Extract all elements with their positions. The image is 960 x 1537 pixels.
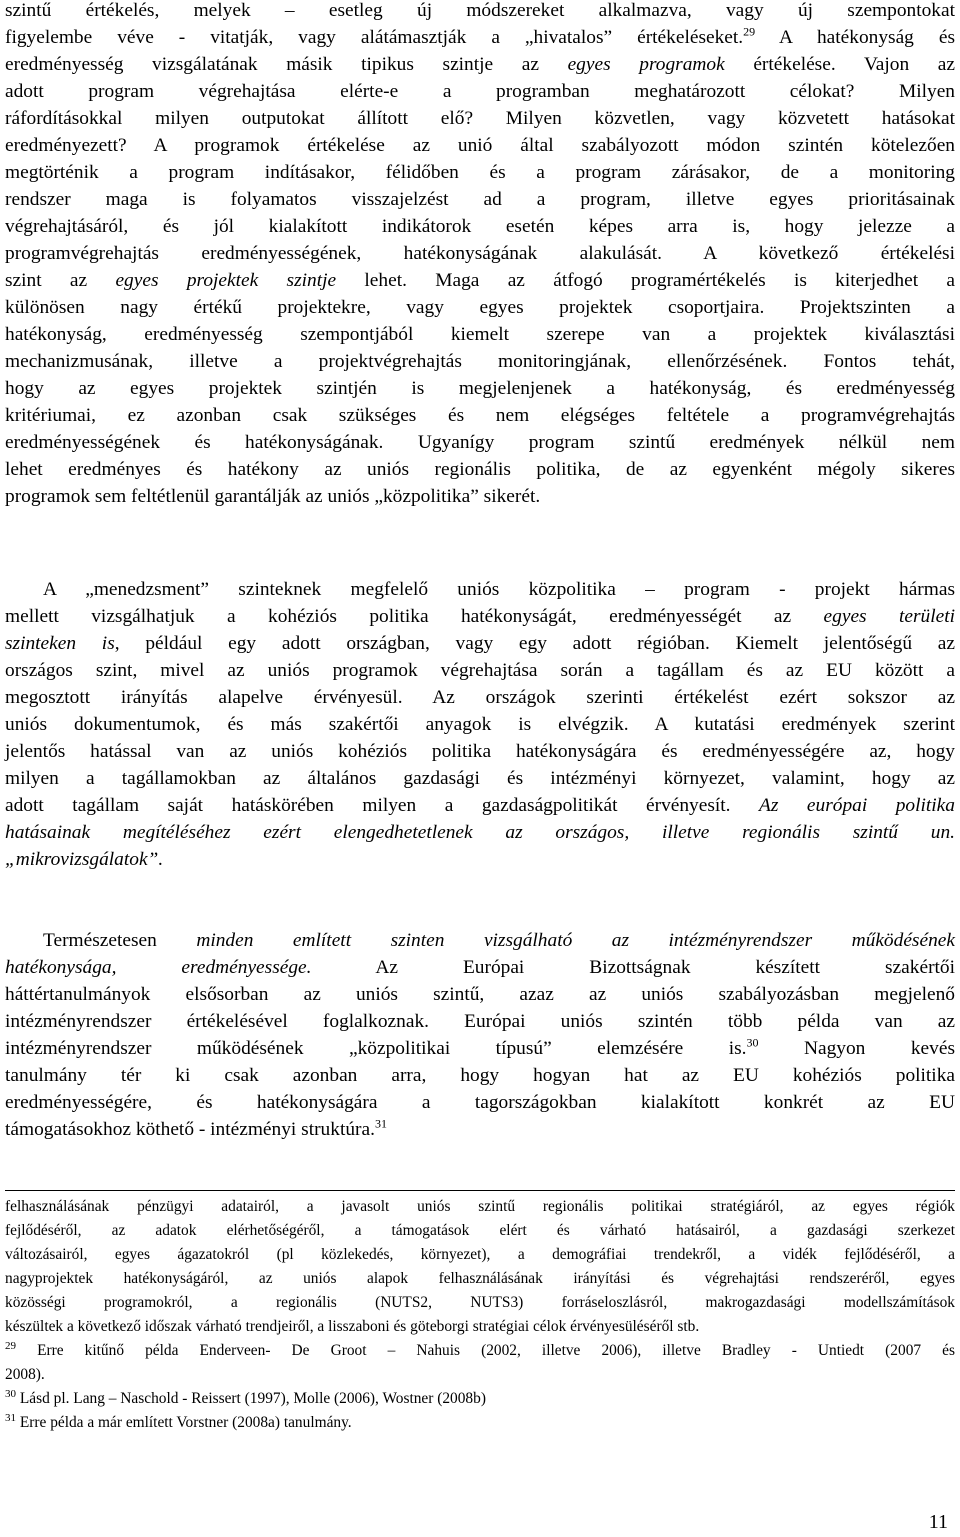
text-line: eredményességének és hatékonyságának. Ugyanígy program szintű eredmények nélkül nem — [5, 432, 955, 453]
emphasis: hatásainak megítéléséhez ezért elengedhetetlenek az országos, illetve regionális szintű un. — [5, 822, 955, 843]
footnote-line: 2008). — [5, 1366, 45, 1383]
emphasis: hatékonysága, eredményessége. — [5, 957, 312, 978]
text-line: végrehajtásáról, és jól kialakított indikátorok esetén képes arra is, hogy jelezze a — [5, 216, 955, 237]
text-line: megosztott irányítás alapelve érvényesül. Az országok szerinti értékelést ezért sokszor az — [5, 687, 955, 708]
footnote-separator — [5, 1190, 955, 1191]
footnote-line: változásairól, egyes ágazatokról (pl közlekedés, környezet), a demográfiai trendekről, a vidék fejlődéséről, a — [5, 1246, 955, 1263]
paragraph-1 — [5, 0, 955, 510]
emphasis: „mikrovizsgálatok”. — [5, 849, 164, 870]
text-line: támogatásokhoz köthető - intézményi struktúra.$^{31}$ — [5, 1116, 387, 1140]
text-line: hatékonysága, eredményessége. Az Európai Bizottságnak készített szakértői — [5, 957, 955, 978]
emphasis: minden említett szinten vizsgálható az intézményrendszer működésének — [196, 930, 955, 951]
footnote-number: 31 — [5, 1411, 16, 1424]
text-line: Természetesen minden említett szinten vizsgálható az intézményrendszer működésének — [43, 930, 955, 951]
text-line: eredményességére, és hatékonyságára a tagországokban kialakított konkrét az EU — [5, 1092, 955, 1113]
footnote-line: fejlődéséről, az adatok elérhetőségéről, a támogatások elért és várható hatásairól, a gazdasági szerkezet — [5, 1222, 955, 1239]
emphasis: egyes programok — [567, 54, 725, 75]
footnote-line: készültek a következő időszak várható trendjeiről, a lisszaboni és göteborgi stratégiai célok érvényesüléséről stb. — [5, 1318, 700, 1335]
text-line: programvégrehajtás eredményességének, hatékonyságának alakulását. A következő értékelési — [5, 243, 955, 264]
footnote-line: nagyprojektek hatékonyságáról, az uniós alapok felhasználásának irányítási és végrehajtási rendszeréről, egyes — [5, 1270, 955, 1287]
text-line: mellett vizsgálhatjuk a kohéziós politika hatékonyságát, eredményességét az egyes területi — [5, 606, 955, 627]
footnote-line: közösségi programokról, a regionális (NUTS2, NUTS3) forráseloszlásról, makrogazdasági modellszámítások — [5, 1294, 955, 1311]
text-line: adott tagállam saját hatáskörében milyen a gazdaságpolitikát érvényesít. Az európai politika — [5, 795, 955, 816]
text-line: eredményesség vizsgálatának másik tipikus szintje az egyes programok értékelése. Vajon az — [5, 54, 956, 75]
text-line: A „menedzsment” szinteknek megfelelő uniós közpolitika – program - projekt hármas — [43, 579, 955, 600]
text-line: milyen a tagállamokban az általános gazdasági és intézményi környezet, valamint, hogy az — [5, 768, 955, 789]
text-line: eredményezett? A programok értékelése az unió által szabályozott módon szintén kötelezően — [5, 135, 955, 156]
footnote-number: 29 — [5, 1339, 16, 1352]
text-line: programok sem feltétlenül garantálják az uniós „közpolitika” sikerét. — [5, 486, 541, 507]
footnote-ref-29: 29 — [743, 24, 756, 39]
text-line: lehet eredményes és hatékony az uniós regionális politika, de az egyenként mégoly sikeres — [5, 459, 955, 480]
text-line: adott program végrehajtása elérte-e a programban meghatározott célokat? Milyen — [5, 81, 955, 102]
text-line: tanulmány tér ki csak azonban arra, hogy hogyan hat az EU kohéziós politika — [5, 1065, 955, 1086]
text-line: hatékonyság, eredményesség szempontjából kiemelt szerepe van a projektek kiválasztási — [5, 324, 955, 345]
text-line: háttértanulmányok elsősorban az uniós szintű, azaz az uniós szabályozásban megjelenő — [5, 984, 955, 1005]
text-line: rendszer maga is folyamatos visszajelzést ad a program, illetve egyes prioritásainak — [5, 189, 955, 210]
emphasis: egyes projektek szintje — [115, 270, 337, 291]
text-line: intézményrendszer értékelésével foglalkoznak. Európai uniós szintén több példa van az — [5, 1011, 955, 1032]
text-line: uniós dokumentumok, és más szakértői anyagok is elvégzik. A kutatási eredmények szerint — [5, 714, 955, 735]
footnote-31: $^{31}$ Erre példa a már említett Vorstner (2008a) tanulmány. — [5, 1411, 352, 1431]
text-line: kritériumai, ez azonban csak szükséges és nem elégséges feltétele a programvégrehajtás — [5, 405, 955, 426]
footnote-ref-30: 30 — [746, 1035, 759, 1050]
footnote-line: felhasználásának pénzügyi adatairól, a javasolt uniós szintű regionális politikai stratégiáról, az egyes régiók — [5, 1198, 955, 1215]
paragraph-3 — [5, 927, 955, 1143]
text-line — [5, 846, 955, 873]
page-number: 11 — [928, 1511, 948, 1533]
footnote-29: $^{29}$ Erre kitűnő példa Enderveen- De Groot – Nahuis (2002, illetve 2006), illetve Bradley - Untiedt (2007 és — [5, 1339, 956, 1359]
text-line: mechanizmusának, illetve a projektvégrehajtás monitoringjának, ellenőrzésének. Fontos tehát, — [5, 351, 955, 372]
emphasis: szinteken is — [5, 633, 115, 654]
text-line: szint az egyes projektek szintje lehet. Maga az átfogó programértékelés is kiterjedhet a — [5, 270, 956, 291]
footnote-number: 30 — [5, 1387, 16, 1400]
text-line — [5, 819, 955, 846]
text-line: megtörténik a program indításakor, félidőben és a program zárásakor, de a monitoring — [5, 162, 955, 183]
footnote-ref-31: 31 — [374, 1116, 387, 1131]
footnote-30: $^{30}$ Lásd pl. Lang – Naschold - Reissert (1997), Molle (2006), Wostner (2008b) — [5, 1387, 486, 1407]
text-line: szintű értékelés, melyek – esetleg új módszereket alkalmazva, vagy új szempontokat — [5, 0, 955, 21]
text-line: országos szint, mivel az uniós programok végrehajtása során a tagállam és az EU között a — [5, 660, 955, 681]
text-line: figyelembe véve - vitatják, vagy alátámasztják a „hivatalos” értékeléseket.$^{29}$ A hatékonyság és — [5, 24, 955, 48]
emphasis: Az európai politika — [759, 795, 955, 816]
text-line: jelentős hatással van az uniós kohéziós politika hatékonyságára és eredményességére az, hogy — [5, 741, 955, 762]
text-line: hogy az egyes projektek szintjén is megjelenjenek a hatékonyság, és eredményesség — [5, 378, 955, 399]
text-line: ráfordításokkal milyen outputokat állított elő? Milyen közvetlen, vagy közvetett hatásokat — [5, 108, 955, 129]
footnotes — [5, 1195, 955, 1435]
paragraph-2 — [5, 576, 955, 873]
text-line: különösen nagy értékű projektekre, vagy egyes projektek csoportjaira. Projektszinten a — [5, 297, 955, 318]
text-line: intézményrendszer működésének „közpolitikai típusú” elemzésére is.$^{30}$ Nagyon kevés — [5, 1035, 955, 1059]
text-line: szinteken is, például egy adott országban, vagy egy adott régióban. Kiemelt jelentőségű az — [5, 633, 956, 654]
emphasis: egyes területi — [823, 606, 955, 627]
